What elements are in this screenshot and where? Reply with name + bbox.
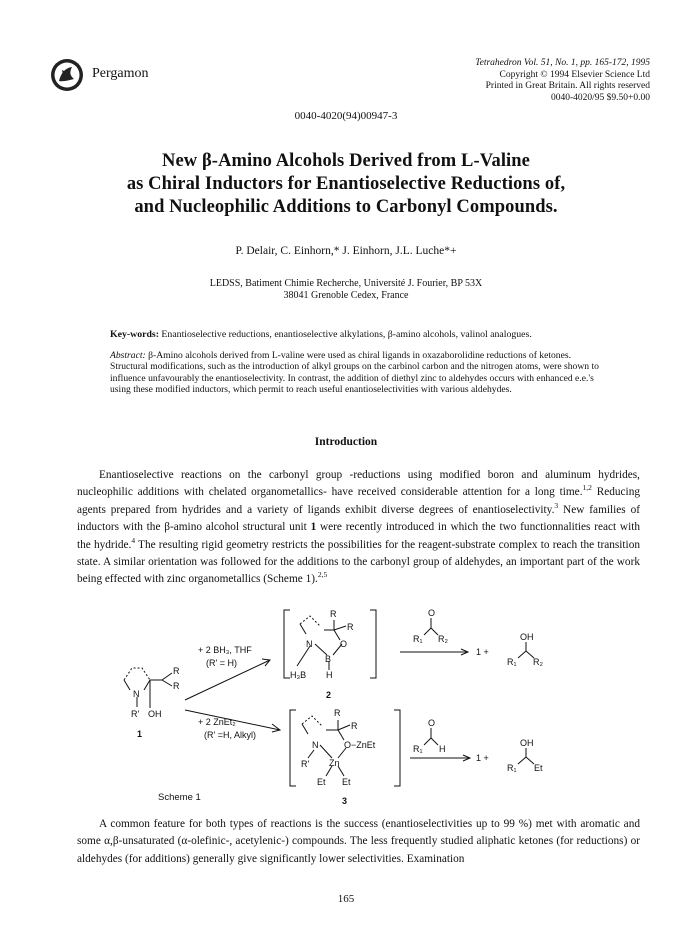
atom-label: N bbox=[133, 689, 140, 699]
reference-superscript: 3 bbox=[554, 501, 559, 511]
compound-number: 1 bbox=[310, 521, 317, 534]
reference-superscript: 2,5 bbox=[317, 570, 328, 580]
condition-bottom: (R' =H, Alkyl) bbox=[204, 730, 256, 740]
condition-top: (R' = H) bbox=[206, 658, 237, 668]
p1-text-e: The resulting rigid geometry restricts the possibilities for the reagent-substrate complex to reach the transition state. A similar orientation was followed for the additions to the carbonyl group of aldehydes, an important part of the work being effected with zinc organometallics (Scheme 1). bbox=[77, 538, 640, 586]
atom-label: O bbox=[428, 608, 436, 618]
reagent-bottom: + 2 ZnEt₂ bbox=[198, 717, 236, 727]
plus-sign: 1 + bbox=[476, 647, 489, 657]
author-list: P. Delair, C. Einhorn,* J. Einhorn, J.L. Luche*+ bbox=[235, 245, 457, 257]
p1-text-b: Reducing agents prepared from hydrides and a variety of ligands exhibit diverse degrees of enantioselectivity. bbox=[77, 486, 640, 516]
scheme-caption: Scheme 1 bbox=[158, 792, 201, 803]
journal-info bbox=[390, 58, 650, 104]
p1-text-c: New families of inductors with the β-amino alcohol structural unit bbox=[77, 503, 640, 534]
atom-label: R₁ bbox=[507, 763, 517, 773]
document-code: 0040-4020(94)00947-3 bbox=[294, 110, 398, 122]
intro-paragraph-1 bbox=[77, 467, 640, 589]
compound-1-structure bbox=[124, 666, 180, 739]
reagent-top: + 2 BH₃, THF bbox=[198, 645, 252, 655]
section-heading-introduction: Introduction bbox=[314, 436, 378, 448]
atom-label: R₁ bbox=[413, 744, 423, 754]
atom-label: R₂ bbox=[533, 657, 543, 667]
atom-label: Et bbox=[342, 777, 351, 787]
compound-number-1: 1 bbox=[137, 729, 143, 739]
atom-label: Zn bbox=[329, 758, 340, 768]
keywords-text: Enantioselective reductions, enantioselective alkylations, β-amino alcohols, valinol analogues. bbox=[158, 329, 532, 340]
abstract-text: β-Amino alcohols derived from L-valine were used as chiral ligands in oxazaborolidine reductions of ketones. Structural modifications, such as the introduction of alkyl groups on the carbinol carbon and the nitrogen atoms, were shown to influence unfavourably the enantioselectivity. In contrast, the addition of diethyl zinc to aldehydes occurs with enhanced e.e.'s using these modified inductors, which permit to reach useful enantioselectivities with various aldehydes. bbox=[110, 350, 599, 396]
addition-product bbox=[410, 718, 543, 773]
intermediate-2-structure bbox=[284, 609, 376, 700]
intro-paragraph-2: A common feature for both types of reactions is the success (enantioselectivities up to 99 %) met with aromatic and some α,β-unsaturated (α-olefinic-, acetylenic-) compounds. The less frequently studied aliphatic ketones (for reductions) or aldehydes (for additions) generally give significantly lower selectivities. Examination bbox=[77, 818, 640, 865]
title-line-3: and Nucleophilic Additions to Carbonyl Compounds. bbox=[134, 197, 558, 217]
p1-text-d: were recently introduced in which the two functionnalities react with the hydride. bbox=[77, 521, 640, 551]
reference-superscript: 4 bbox=[131, 535, 136, 545]
atom-label: R' bbox=[301, 759, 310, 769]
atom-label: O bbox=[428, 718, 436, 728]
atom-label: B bbox=[325, 654, 332, 664]
reaction-scheme bbox=[110, 600, 580, 810]
journal-citation: Tetrahedron Vol. 51, No. 1, pp. 165-172, 1995 bbox=[475, 58, 650, 68]
price-code: 0040-4020/95 $9.50+0.00 bbox=[550, 92, 650, 103]
compound-number-2: 2 bbox=[326, 690, 332, 700]
atom-label: R₁ bbox=[413, 634, 423, 644]
atom-label: R bbox=[173, 666, 180, 676]
atom-label: OH bbox=[520, 632, 534, 642]
atom-label: R bbox=[334, 708, 341, 718]
affiliation bbox=[0, 278, 692, 302]
p1-text-a: Enantioselective reactions on the carbonyl group -reductions using modified boron and aluminum hydrides, nucleophilic additions with chelated organometallics- have received considerable attention for a long time. bbox=[77, 469, 640, 499]
atom-label: R bbox=[173, 681, 180, 691]
atom-label: O−ZnEt bbox=[344, 740, 376, 750]
atom-label: N bbox=[312, 740, 319, 750]
atom-label: H bbox=[439, 744, 446, 754]
reference-superscript: 1,2 bbox=[582, 483, 592, 493]
publisher-logo-icon bbox=[50, 58, 84, 92]
paper-title bbox=[40, 150, 652, 219]
atom-label: H bbox=[326, 670, 333, 680]
keywords-label: Key-words: bbox=[110, 329, 159, 340]
atom-label: Et bbox=[317, 777, 326, 787]
atom-label: R' bbox=[131, 709, 140, 719]
atom-label: R bbox=[330, 609, 337, 619]
atom-label: R₂ bbox=[438, 634, 448, 644]
abstract bbox=[110, 350, 610, 396]
atom-label: Et bbox=[534, 763, 543, 773]
page-number: 165 bbox=[337, 893, 355, 905]
intermediate-3-structure bbox=[290, 708, 400, 806]
title-line-1: New β-Amino Alcohols Derived from L-Valine bbox=[162, 151, 530, 171]
printed-line: Printed in Great Britain. All rights reserved bbox=[485, 81, 650, 91]
plus-sign: 1 + bbox=[476, 753, 489, 763]
atom-label: H₃B bbox=[290, 670, 307, 680]
affiliation-line-2: 38041 Grenoble Cedex, France bbox=[283, 290, 409, 301]
atom-label: R bbox=[347, 622, 354, 632]
atom-label: O bbox=[340, 639, 348, 649]
atom-label: OH bbox=[520, 738, 534, 748]
atom-label: R₁ bbox=[507, 657, 517, 667]
atom-label: OH bbox=[148, 709, 162, 719]
compound-number-3: 3 bbox=[342, 796, 348, 806]
publisher-name: Pergamon bbox=[92, 66, 149, 81]
title-line-2: as Chiral Inductors for Enantioselective Reductions of, bbox=[126, 174, 566, 194]
abstract-label: Abstract: bbox=[110, 350, 146, 361]
keywords bbox=[110, 329, 610, 340]
affiliation-line-1: LEDSS, Batiment Chimie Recherche, Université J. Fourier, BP 53X bbox=[209, 278, 483, 289]
atom-label: R bbox=[351, 721, 358, 731]
atom-label: N bbox=[306, 639, 313, 649]
copyright-line: Copyright © 1994 Elsevier Science Ltd bbox=[499, 69, 650, 80]
reduction-product bbox=[400, 608, 543, 667]
